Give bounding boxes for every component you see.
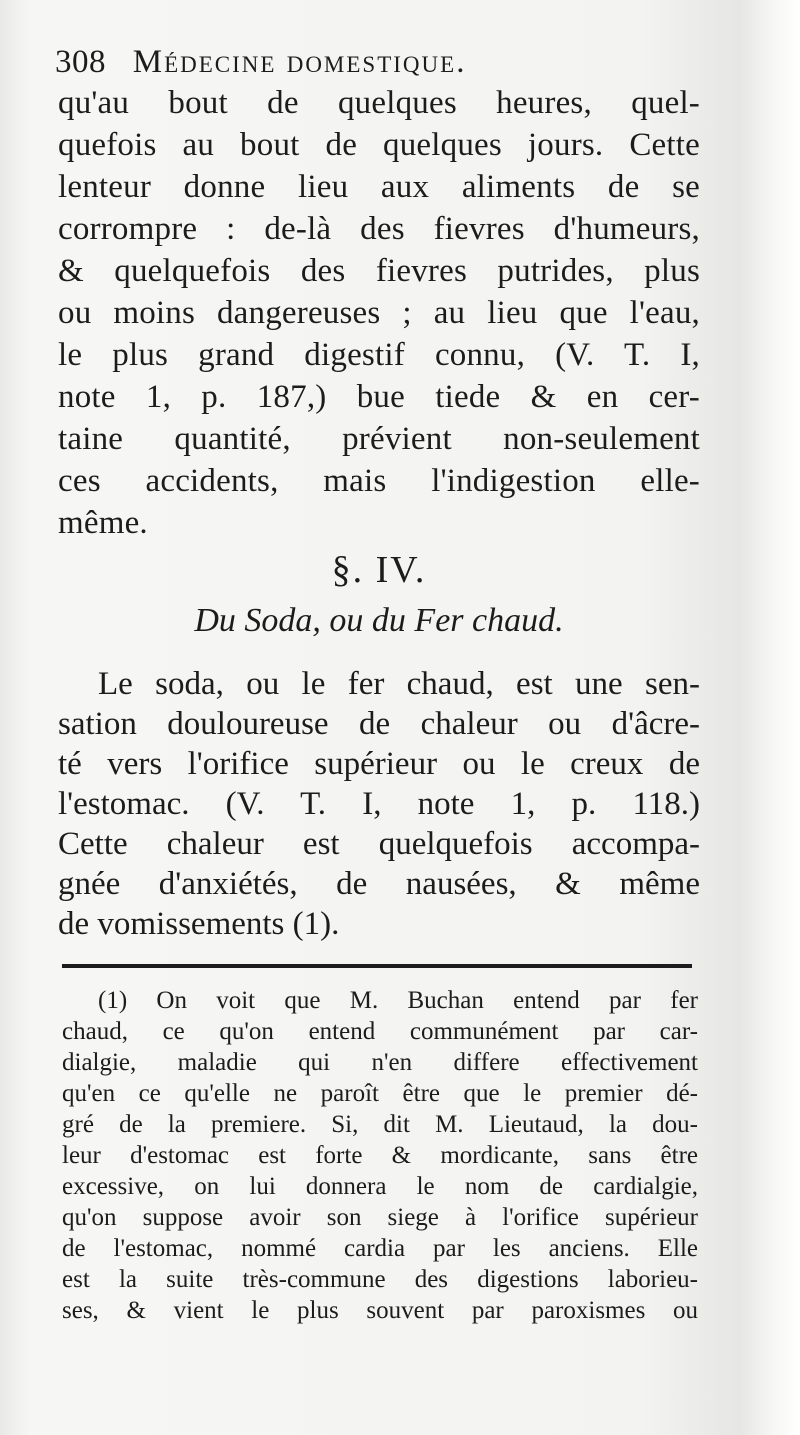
text-line: qu'au bout de quelques heures, quel- xyxy=(58,85,700,121)
text-line: quefois au bout de quelques jours. Cette xyxy=(58,127,700,163)
footnote-line: qu'en ce qu'elle ne paroît être que le premier dé- xyxy=(62,1080,698,1107)
page-number: 308 xyxy=(55,44,106,80)
running-header xyxy=(55,42,705,82)
running-title: Médecine domestique. xyxy=(132,44,467,80)
section-subtitle: Du Soda, ou du Fer chaud. xyxy=(194,602,564,639)
footnote xyxy=(62,985,698,1326)
text-line: sation douloureuse de chaleur ou d'âcre- xyxy=(58,706,700,742)
text-line: & quelquefois des fievres putrides, plus xyxy=(58,253,700,289)
text-line: même. xyxy=(58,505,148,541)
footnote-line: dialgie, maladie qui n'en differe effectivement xyxy=(62,1049,698,1076)
text-line: l'estomac. (V. T. I, note 1, p. 118.) xyxy=(58,786,700,822)
footnote-divider xyxy=(62,964,692,968)
text-line: gnée d'anxiétés, de nausées, & même xyxy=(58,866,700,902)
text-line: taine quantité, prévient non-seulement xyxy=(58,421,700,457)
footnote-line: leur d'estomac est forte & mordicante, sans être xyxy=(62,1142,698,1169)
footnote-line: chaud, ce qu'on entend communément par car- xyxy=(62,1018,698,1045)
footnote-line: ses, & vient le plus souvent par paroxismes ou xyxy=(62,1297,698,1324)
text-line: té vers l'orifice supérieur ou le creux de xyxy=(58,746,700,782)
footnote-line: gré de la premiere. Si, dit M. Lieutaud, la dou- xyxy=(62,1111,698,1138)
footnote-line: est la suite très-commune des digestions laborieu- xyxy=(62,1266,698,1293)
section-heading: §. IV. xyxy=(331,549,427,591)
text-line: Le soda, ou le fer chaud, est une sen- xyxy=(98,666,700,702)
footnote-line: excessive, on lui donnera le nom de cardialgie, xyxy=(62,1173,698,1200)
text-line: lenteur donne lieu aux aliments de se xyxy=(58,169,700,205)
footnote-line: (1) On voit que M. Buchan entend par fer xyxy=(98,987,698,1014)
footnote-line: de l'estomac, nommé cardia par les anciens. Elle xyxy=(62,1235,698,1262)
text-line: de vomissements (1). xyxy=(58,906,340,942)
text-line: Cette chaleur est quelquefois accompa- xyxy=(58,826,700,862)
footnote-line: qu'on suppose avoir son siege à l'orifice supérieur xyxy=(62,1204,698,1231)
text-line: ces accidents, mais l'indigestion elle- xyxy=(58,463,700,499)
paragraph-2 xyxy=(58,664,700,944)
text-line: corrompre : de-là des fievres d'humeurs, xyxy=(58,211,700,247)
paragraph-1 xyxy=(58,82,700,544)
text-line: note 1, p. 187,) bue tiede & en cer- xyxy=(58,379,700,415)
text-line: le plus grand digestif connu, (V. T. I, xyxy=(58,337,700,373)
text-line: ou moins dangereuses ; au lieu que l'eau, xyxy=(58,295,700,331)
